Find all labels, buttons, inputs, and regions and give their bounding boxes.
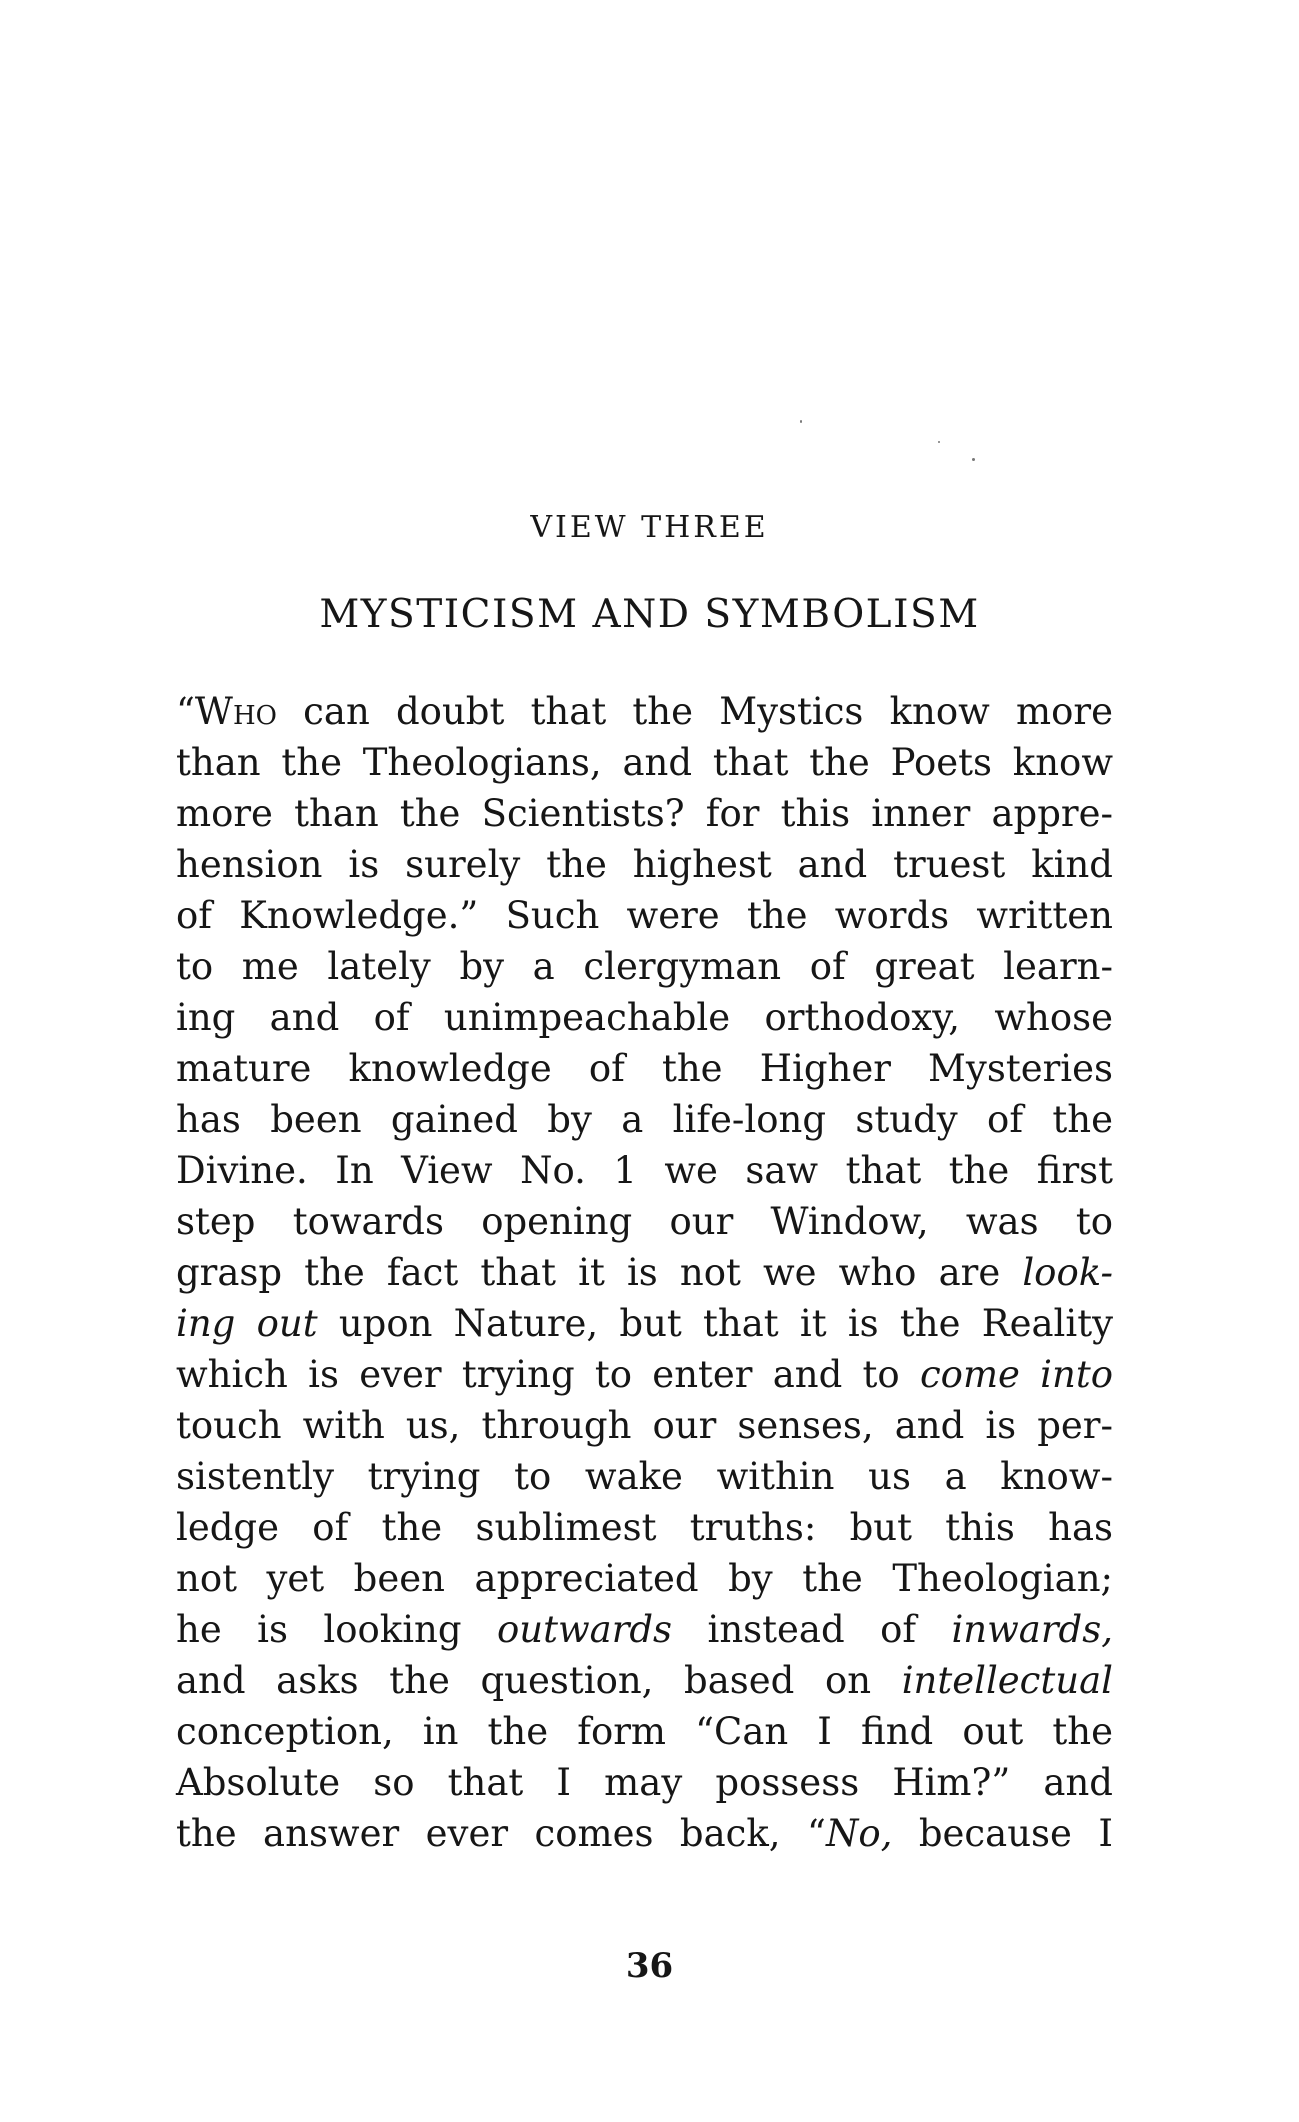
italic-word: ing out [176, 1302, 318, 1345]
italic-word: look- [1022, 1251, 1113, 1294]
line-text: which is ever trying to enter and to [176, 1353, 920, 1396]
text-line [176, 1655, 1113, 1706]
italic-word: come into [919, 1353, 1113, 1396]
section-label: VIEW THREE [530, 510, 769, 545]
text-line: ledge of the sublimest truths: but this has [176, 1506, 1113, 1549]
text-line: to me lately by a clergyman of great learn- [176, 945, 1113, 988]
text-line [176, 686, 1113, 737]
scan-speck [972, 458, 975, 461]
text-line: touch with us, through our senses, and is per- [176, 1404, 1113, 1447]
text-line [176, 1298, 1113, 1349]
chapter-title: MYSTICISM AND SYMBOLISM [319, 592, 980, 637]
text-line: step towards opening our Window, was to [176, 1200, 1113, 1243]
line-text: because I [892, 1812, 1113, 1855]
small-caps-word: Who [194, 690, 277, 733]
text-line [176, 1604, 1113, 1655]
page-number: 36 [625, 1946, 674, 1986]
text-line: conception, in the form “Can I find out the [176, 1710, 1113, 1753]
text-line [176, 1808, 1113, 1859]
text-line: Absolute so that I may possess Him?” and [176, 1761, 1113, 1804]
line-text: and asks the question, based on [176, 1659, 902, 1702]
line-text: grasp the fact that it is not we who are [176, 1251, 1023, 1294]
text-line [176, 1247, 1113, 1298]
text-line: hension is surely the highest and truest kind [176, 843, 1113, 886]
line-text: he is looking [176, 1608, 497, 1651]
text-line [176, 1349, 1113, 1400]
italic-word: outwards [496, 1608, 673, 1651]
italic-word: No, [825, 1812, 893, 1855]
text-line: not yet been appreciated by the Theologian; [176, 1557, 1113, 1600]
line-text: instead of [672, 1608, 952, 1651]
italic-word: inwards, [951, 1608, 1113, 1651]
line-text: can doubt that the Mystics know more [276, 690, 1113, 733]
text-line: has been gained by a life-long study of the [176, 1098, 1113, 1141]
text-line: Divine. In View No. 1 we saw that the first [176, 1149, 1113, 1192]
text-line: more than the Scientists? for this inner appre- [176, 792, 1113, 835]
opening-quote: “ [176, 690, 195, 733]
line-text: the answer ever comes back, “ [176, 1812, 826, 1855]
text-line: mature knowledge of the Higher Mysteries [176, 1047, 1113, 1090]
scan-speck [800, 420, 802, 423]
text-line: of Knowledge.” Such were the words written [176, 894, 1113, 937]
scan-speck [938, 441, 940, 443]
italic-word: intellectual [901, 1659, 1113, 1702]
text-line: sistently trying to wake within us a know- [176, 1455, 1113, 1498]
text-line: ing and of unimpeachable orthodoxy, whose [176, 996, 1113, 1039]
text-line: than the Theologians, and that the Poets know [176, 741, 1113, 784]
line-text: upon Nature, but that it is the Reality [317, 1302, 1113, 1345]
body-text [176, 686, 1113, 1859]
